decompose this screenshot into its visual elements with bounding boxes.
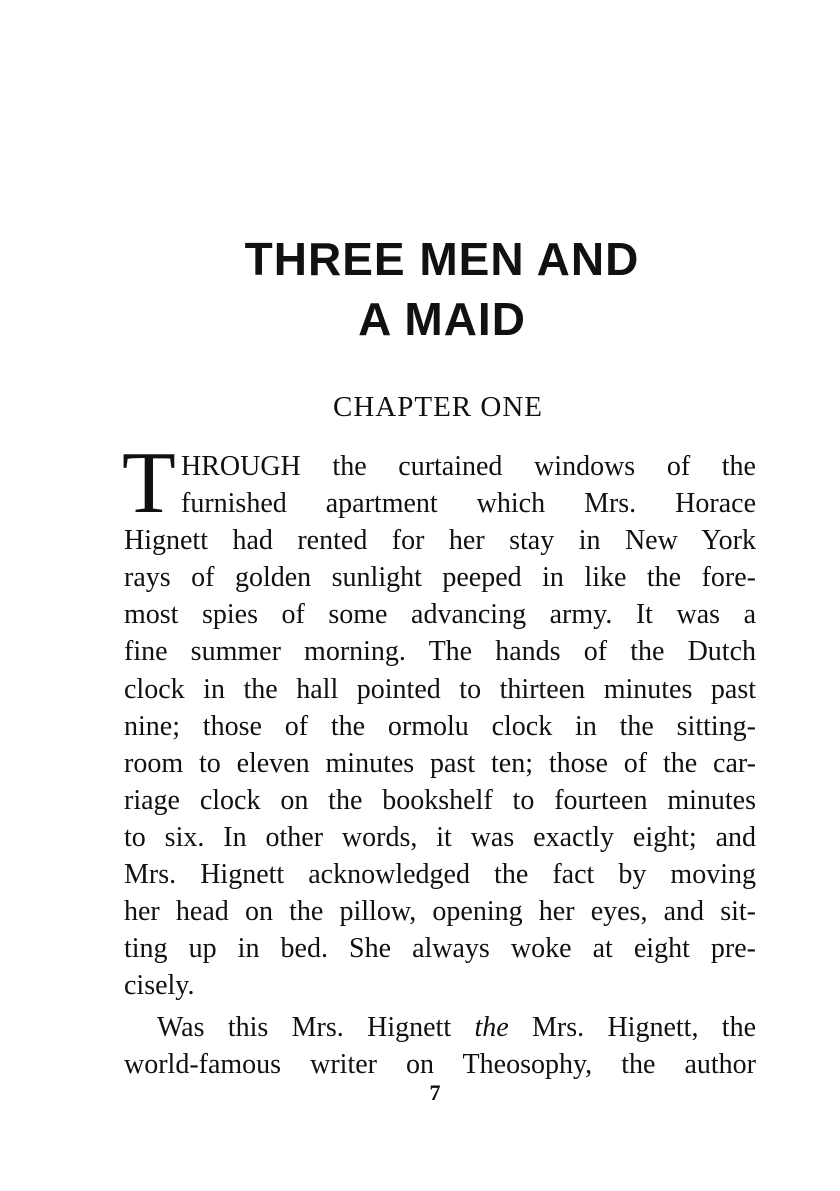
book-title-line-1: THREE MEN AND xyxy=(244,233,640,285)
text-run: Mrs. Hignett, the xyxy=(508,1012,756,1043)
body-line: furnished apartment which Mrs. Horace xyxy=(181,488,756,519)
body-line: Hignett had rented for her stay in New York xyxy=(124,525,756,556)
body-line-para-2 xyxy=(157,1010,756,1046)
text-run: Was this Mrs. Hignett xyxy=(157,1012,475,1043)
emphasized-word: the xyxy=(474,1012,509,1043)
body-line: world-famous writer on Theosophy, the author xyxy=(124,1049,756,1080)
body-line: to six. In other words, it was exactly eight; and xyxy=(124,822,756,853)
body-line: riage clock on the bookshelf to fourteen minutes xyxy=(124,785,756,816)
body-line: ting up in bed. She always woke at eight pre- xyxy=(124,933,756,964)
body-line: fine summer morning. The hands of the Dutch xyxy=(124,636,756,667)
body-line: her head on the pillow, opening her eyes, and sit- xyxy=(124,896,756,927)
chapter-heading: CHAPTER ONE xyxy=(333,391,543,423)
book-title-line-2: A MAID xyxy=(358,293,526,345)
page-number: 7 xyxy=(429,1080,441,1105)
body-line: HROUGH the curtained windows of the xyxy=(181,451,756,482)
body-line: cisely. xyxy=(124,970,195,1001)
body-line: room to eleven minutes past ten; those of the car- xyxy=(124,748,756,779)
body-line: most spies of some advancing army. It was a xyxy=(124,599,756,630)
drop-cap: T xyxy=(122,435,176,532)
body-line: clock in the hall pointed to thirteen minutes past xyxy=(124,674,756,705)
body-line: rays of golden sunlight peeped in like the fore- xyxy=(124,562,756,593)
body-line: nine; those of the ormolu clock in the sitting- xyxy=(124,711,756,742)
body-line: Mrs. Hignett acknowledged the fact by moving xyxy=(124,859,756,890)
